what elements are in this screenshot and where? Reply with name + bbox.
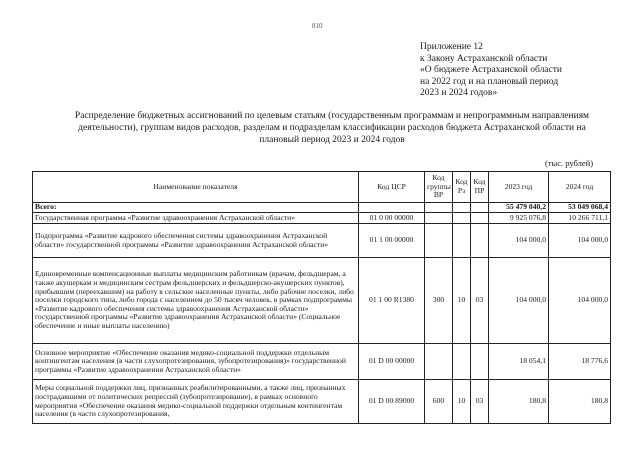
header-pr: Код ПР [471,172,489,203]
cell-rz [453,224,471,258]
cell-pr: 03 [471,380,489,424]
cell-2024: 10 266 711,1 [549,213,611,224]
appendix-line: Приложение 12 [420,42,483,52]
cell-2023: 18 054,1 [489,344,549,380]
cell-vr: 300 [425,258,453,344]
appendix-line: «О бюджете Астраханской области [420,65,562,75]
cell-csr: 01 0 00 00000 [359,213,425,224]
table-row [33,344,611,380]
cell-name: Всего: [33,203,359,213]
cell-name: Государственная программа «Развитие здравоохранения Астраханской области» [33,213,359,224]
cell-rz [453,203,471,213]
cell-vr [425,203,453,213]
cell-2024: 18 776,6 [549,344,611,380]
table-row [33,213,611,224]
header-2023: 2023 год [489,172,549,203]
cell-pr [471,344,489,380]
appendix-line: на 2022 год и на плановый период [420,76,559,87]
cell-pr: 03 [471,258,489,344]
units-label: (тыс. рублей) [545,158,594,168]
header-name: Наименование показателя [33,172,359,203]
table-row [33,380,611,424]
table-row-total [33,203,611,213]
header-vr: Код группы ВР [425,172,453,203]
cell-rz: 10 [453,380,471,424]
appendix-line: к Закону Астраханской области [420,53,548,64]
cell-vr [425,213,453,224]
cell-csr: 01 D 00 89000 [359,380,425,424]
cell-2023: 180,8 [489,380,549,424]
cell-rz [453,213,471,224]
cell-csr: 01 1 00 R1380 [359,258,425,344]
cell-csr [359,203,425,213]
cell-name: Подпрограмма «Развитие кадрового обеспечения системы здравоохранения Астраханской области» государственной программы «Развитие здравоохранения Астраханской области» [33,224,359,258]
table-row [33,224,611,258]
page-number: 810 [312,22,323,30]
table-header-row [33,172,611,203]
cell-vr [425,224,453,258]
cell-pr [471,224,489,258]
cell-vr: 600 [425,380,453,424]
cell-name: Основное мероприятие «Обеспечение оказания медико-социальной поддержки отдельным контингентам населения (в части слухопротезирования, зубопротезирования)» государственной программы «Развитие здравоохранения Астраханской области» [33,344,359,380]
cell-2023: 104 000,0 [489,224,549,258]
cell-2023: 104 000,0 [489,258,549,344]
document-heading: Распределение бюджетных ассигнований по целевым статьям (государственным программам и непрограммным направлениям деятельности), группам видов расходов, разделам и подразделам классификации расходов бюджета Астраханской области на плановый период 2023 и 2024 годов [74,111,590,145]
cell-2024: 180,8 [549,380,611,424]
header-2024: 2024 год [549,172,611,203]
cell-2024: 104 000,0 [549,224,611,258]
header-csr: Код ЦСР [359,172,425,203]
cell-vr [425,344,453,380]
cell-2024: 53 049 068,4 [549,203,611,213]
appendix-line: 2023 и 2024 годов» [420,88,498,98]
cell-2023: 55 479 040,2 [489,203,549,213]
cell-csr: 01 D 00 00000 [359,344,425,380]
cell-csr: 01 1 00 00000 [359,224,425,258]
cell-2023: 9 925 076,8 [489,213,549,224]
appendix-block [420,42,562,100]
cell-pr [471,213,489,224]
cell-pr [471,203,489,213]
cell-rz [453,344,471,380]
cell-rz: 10 [453,258,471,344]
cell-name: Меры социальной поддержки лиц, признанных реабилитированными, а также лиц, признанных пострадавшими от политических репрессий (зубопротезирование), в рамках основного мероприятия «Обеспечение оказания медико-социальной поддержки отдельным контингентам населения (в части слухопротезирования, [33,380,359,424]
table-row [33,258,611,344]
budget-table [32,171,611,424]
cell-2024: 104 000,0 [549,258,611,344]
header-rz: Код Рз [453,172,471,203]
cell-name: Единовременные компенсационные выплаты медицинским работникам (врачам, фельдшерам, а также акушеркам и медицинским сестрам фельдшерских и фельдшерско-акушерских пунктов), прибывшим (переехавшим) на работу в сельские населенные пункты, либо рабочие поселки, либо поселки городского типа, либо города с населением до 50 тысяч человек, в рамках подпрограммы «Развитие кадрового обеспечения системы здравоохранения Астраханской области» государственной программы «Развитие здравоохранения Астраханской области» (Социальное обеспечение и иные выплаты населению) [33,258,359,344]
